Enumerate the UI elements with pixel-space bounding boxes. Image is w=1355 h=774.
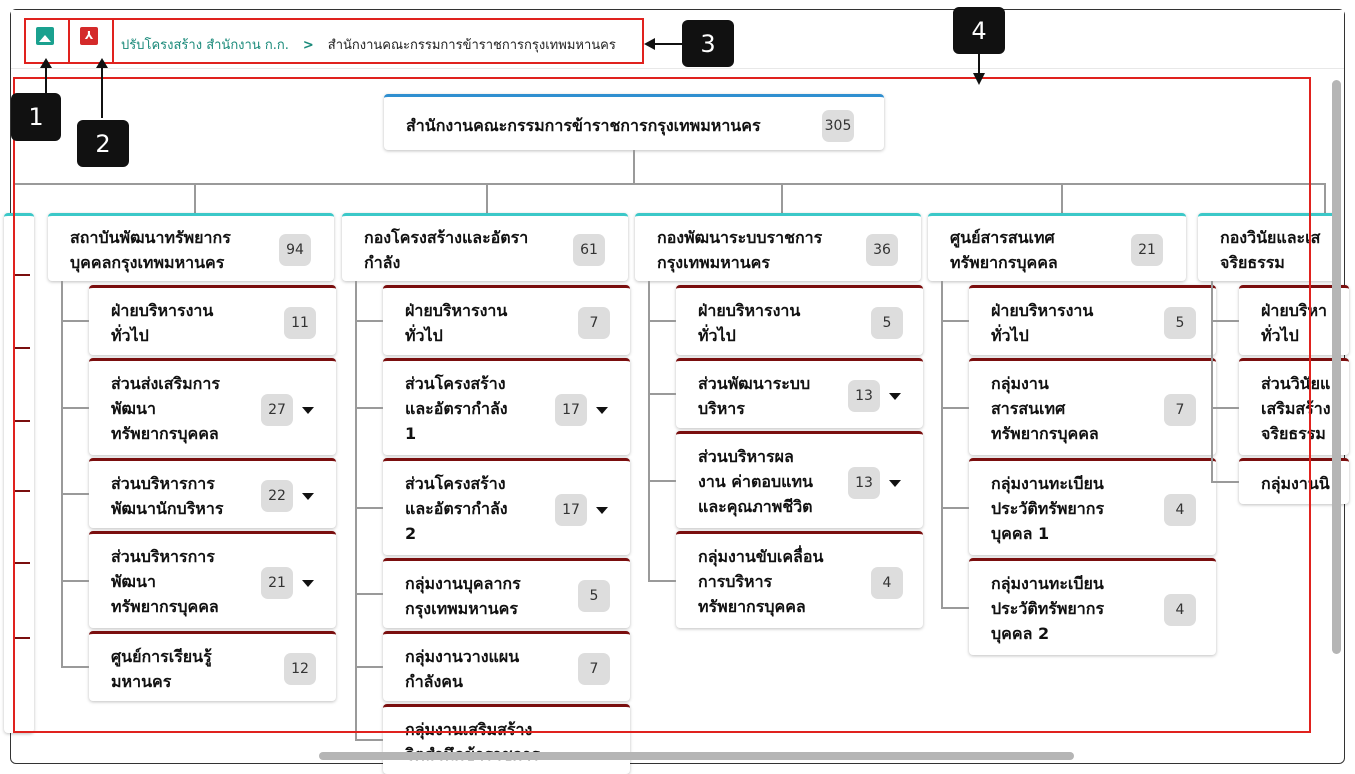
org-node-count-badge: 5 <box>578 580 610 612</box>
org-node-title: พัฒนา <box>111 572 156 591</box>
horizontal-scrollbar[interactable] <box>319 752 1074 760</box>
org-node-title: กลุ่มงานนิ <box>1261 474 1330 493</box>
org-node-title: ส่วนโครงสร้าง <box>405 374 506 393</box>
org-node-title: กลุ่มงานวางแผน <box>405 647 520 666</box>
org-node-title: สารสนเทศ <box>991 399 1066 418</box>
org-node-count-badge: 13 <box>848 380 880 412</box>
org-node-count-badge: 17 <box>555 494 587 526</box>
org-node-title: ส่วนบริหารการ <box>111 474 215 493</box>
org-node-count-badge: 13 <box>848 467 880 499</box>
org-node-title: สถาบันพัฒนาทรัพยากร <box>70 228 231 247</box>
annotation-box-1 <box>24 18 70 64</box>
org-node-count-badge: 11 <box>284 307 316 339</box>
org-node-title: ทั่วไป <box>698 326 736 345</box>
org-node-title: ส่วนบริหารการ <box>111 547 215 566</box>
org-node-title: กองวินัยและเส <box>1220 228 1321 247</box>
org-node-title: การบริหาร <box>698 572 773 591</box>
org-node-title: ศูนย์การเรียนรู้ <box>111 647 212 666</box>
org-node-count-badge: 5 <box>871 307 903 339</box>
org-node-title: ส่วนวินัยแ <box>1261 374 1331 393</box>
org-node-count-badge: 4 <box>1164 494 1196 526</box>
org-node-title: และคุณภาพชีวิต <box>698 497 813 516</box>
org-node-title: และอัตรากำลัง <box>405 499 508 518</box>
org-node-count-badge: 12 <box>284 653 316 685</box>
org-node-title: กองโครงสร้างและอัตรา <box>364 228 529 247</box>
org-node-count-badge: 21 <box>261 567 293 599</box>
org-node-title: ส่วนโครงสร้าง <box>405 474 506 493</box>
org-node-title: เสริมสร้าง <box>1261 399 1331 418</box>
breadcrumb-root-link[interactable]: ปรับโครงสร้าง สำนักงาน ก.ก. <box>121 38 289 53</box>
org-node-title: และอัตรากำลัง <box>405 399 508 418</box>
org-node-count-badge: 36 <box>866 234 898 266</box>
callout-2: 2 <box>77 120 129 167</box>
org-node-title: ส่วนพัฒนาระบบ <box>698 374 811 393</box>
org-node-title: ประวัติทรัพยากร <box>991 599 1105 618</box>
org-node-title: ส่วนบริหารผล <box>698 447 794 466</box>
org-node-title: สำนักงานคณะกรรมการข้าราชการกรุงเทพมหานคร <box>406 116 761 135</box>
org-node-title: งาน ค่าตอบแทน <box>698 472 813 491</box>
org-node-title: 1 <box>405 424 417 443</box>
org-node-title: พัฒนานักบริหาร <box>111 499 224 518</box>
org-node-count-badge: 22 <box>261 480 293 512</box>
annotation-box-2 <box>68 18 114 64</box>
org-node-title: ทั่วไป <box>111 326 149 345</box>
org-node-title: กำลัง <box>364 253 401 272</box>
org-node-title: กลุ่มงานขับเคลื่อน <box>698 547 824 566</box>
org-node-title: ทั่วไป <box>1261 326 1299 345</box>
org-node-title: ทรัพยากรบุคคล <box>111 597 219 616</box>
callout-1: 1 <box>11 93 61 141</box>
org-node-title: ทรัพยากรบุคคล <box>991 424 1099 443</box>
org-node-title: 2 <box>405 524 417 543</box>
org-node-title: ทั่วไป <box>991 326 1029 345</box>
org-node-count-badge: 7 <box>1164 394 1196 426</box>
breadcrumb-current: สำนักงานคณะกรรมการข้าราชการกรุงเทพมหานคร <box>327 38 616 53</box>
org-node-title: ฝ่ายบริหา <box>1261 301 1328 320</box>
org-node-title: กลุ่มงาน <box>991 374 1049 393</box>
pdf-icon: ⅄ <box>80 27 98 45</box>
annotation-box-4 <box>13 77 1311 733</box>
org-node-title: ประวัติทรัพยากร <box>991 499 1105 518</box>
org-node-title: ทรัพยากรบุคคล <box>698 597 806 616</box>
org-node-title: ฝ่ายบริหารงาน <box>698 301 801 320</box>
breadcrumb-separator: > <box>302 38 314 53</box>
org-node-count-badge: 305 <box>822 110 854 142</box>
org-node-title: กลุ่มงานบุคลากร <box>405 574 521 593</box>
org-node-title: จริยธรรม <box>1220 253 1285 272</box>
org-node-count-badge: 5 <box>1164 307 1196 339</box>
org-node-title: ฝ่ายบริหารงาน <box>991 301 1094 320</box>
org-node-count-badge: 27 <box>261 394 293 426</box>
org-node-title: บุคคล 2 <box>991 624 1050 643</box>
org-node-count-badge: 94 <box>279 234 311 266</box>
org-node-title: ฝ่ายบริหารงาน <box>111 301 214 320</box>
callout-3: 3 <box>682 20 734 67</box>
connector-unit <box>355 739 383 741</box>
vertical-scrollbar[interactable] <box>1332 80 1341 654</box>
org-node-title: ทั่วไป <box>405 326 443 345</box>
org-node-title: กำลังคน <box>405 672 463 691</box>
org-node-title: กลุ่มงานเสริมสร้าง <box>405 720 533 739</box>
org-node-title: ส่วนส่งเสริมการ <box>111 374 220 393</box>
org-node-title: บุคคล 1 <box>991 524 1050 543</box>
org-node-count-badge: 7 <box>578 653 610 685</box>
annotation-box-3 <box>112 18 644 64</box>
org-node-count-badge: 4 <box>871 567 903 599</box>
org-node-count-badge: 21 <box>1131 234 1163 266</box>
org-node-title: พัฒนา <box>111 399 156 418</box>
org-node-title: จริยธรรม <box>1261 424 1326 443</box>
callout-4: 4 <box>953 7 1005 54</box>
org-node-count-badge: 7 <box>578 307 610 339</box>
org-node-count-badge: 4 <box>1164 594 1196 626</box>
org-node-title: มหานคร <box>111 672 172 691</box>
org-node-count-badge: 61 <box>573 234 605 266</box>
org-node-title: ทรัพยากรบุคคล <box>111 424 219 443</box>
org-node-title: กรุงเทพมหานคร <box>405 599 518 618</box>
org-node-title: บุคคลกรุงเทพมหานคร <box>70 253 225 272</box>
org-node-title: ทรัพยากรบุคคล <box>950 253 1058 272</box>
org-node-title: กรุงเทพมหานคร <box>657 253 770 272</box>
org-node-title: กองพัฒนาระบบราชการ <box>657 228 823 247</box>
org-node-title: บริหาร <box>698 399 745 418</box>
org-node-count-badge: 17 <box>555 394 587 426</box>
org-node-title: ฝ่ายบริหารงาน <box>405 301 508 320</box>
org-node-title: กลุ่มงานทะเบียน <box>991 574 1104 593</box>
org-node-title: กลุ่มงานทะเบียน <box>991 474 1104 493</box>
org-node-title: ศูนย์สารสนเทศ <box>950 228 1055 247</box>
connector-dept-4 <box>1324 183 1326 213</box>
